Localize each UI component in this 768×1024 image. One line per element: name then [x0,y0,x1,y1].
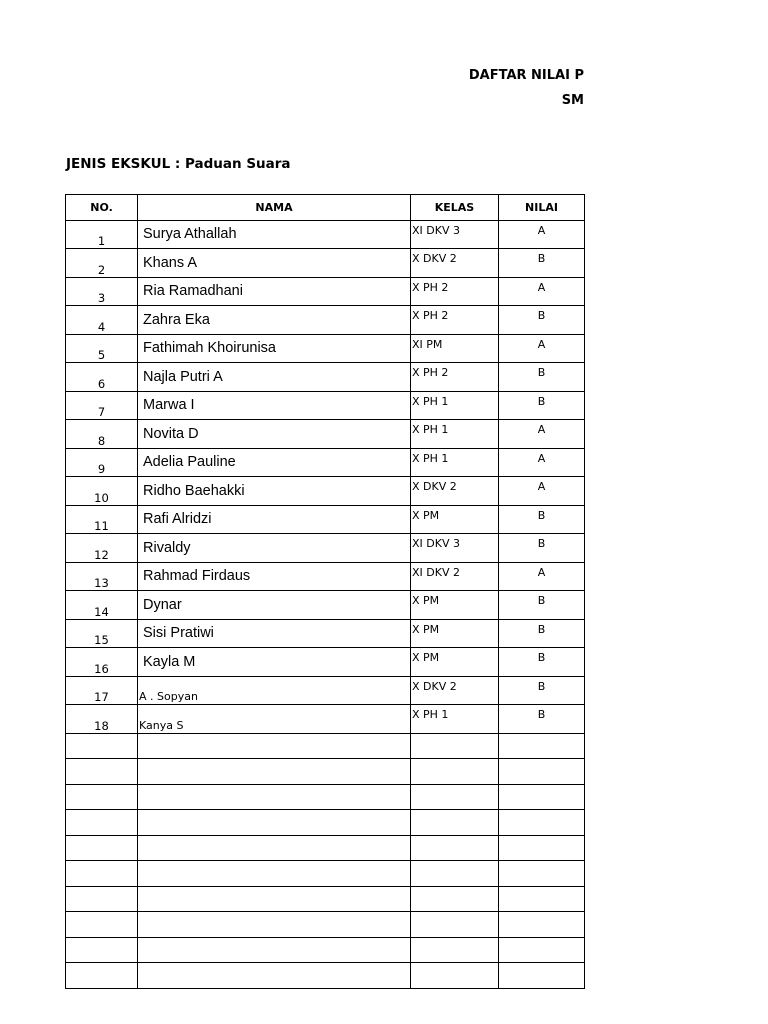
cell-nama: Kanya S [138,705,411,734]
empty-cell [138,733,411,759]
cell-nama: Marwa I [138,391,411,420]
table-row [66,505,585,534]
cell-no: 17 [66,676,138,705]
column-header-nilai: NILAI [499,195,585,221]
cell-nama: Ria Ramadhani [138,277,411,306]
table-row [66,363,585,392]
empty-cell [499,963,585,989]
cell-nama: Fathimah Khoirunisa [138,334,411,363]
cell-no: 16 [66,648,138,677]
cell-nilai: B [499,705,585,734]
empty-cell [138,912,411,938]
table-row [66,220,585,249]
table-row [66,705,585,734]
cell-no: 18 [66,705,138,734]
empty-table-row [66,886,585,912]
cell-nilai: B [499,648,585,677]
empty-cell [411,759,499,785]
column-header-no: NO. [66,195,138,221]
cell-no: 11 [66,505,138,534]
cell-nilai: A [499,277,585,306]
document-title-continued: SM [561,93,584,108]
document-title: DAFTAR NILAI P [468,68,584,83]
table-row [66,391,585,420]
empty-cell [66,937,138,963]
extracurricular-label: JENIS EKSKUL : Paduan Suara [66,156,291,172]
cell-kelas: X PH 2 [411,277,499,306]
cell-kelas: X DKV 2 [411,249,499,278]
table-row [66,562,585,591]
cell-no: 1 [66,220,138,249]
cell-nama: Kayla M [138,648,411,677]
cell-kelas: X PH 2 [411,306,499,335]
table-row [66,277,585,306]
cell-kelas: X PM [411,619,499,648]
cell-no: 15 [66,619,138,648]
cell-nama: Rafi Alridzi [138,505,411,534]
cell-kelas: XI DKV 3 [411,534,499,563]
empty-cell [66,835,138,861]
cell-no: 9 [66,448,138,477]
cell-kelas: XI PM [411,334,499,363]
empty-cell [66,886,138,912]
cell-kelas: X PH 1 [411,448,499,477]
empty-cell [138,963,411,989]
table-row [66,534,585,563]
cell-nilai: A [499,420,585,449]
cell-nilai: A [499,477,585,506]
empty-cell [411,861,499,887]
table-row [66,477,585,506]
empty-cell [138,886,411,912]
empty-table-row [66,937,585,963]
cell-no: 14 [66,591,138,620]
cell-nilai: B [499,306,585,335]
empty-cell [66,963,138,989]
empty-table-row [66,784,585,810]
empty-cell [66,733,138,759]
table-row [66,420,585,449]
cell-nama: Surya Athallah [138,220,411,249]
empty-cell [499,733,585,759]
cell-nilai: B [499,619,585,648]
cell-kelas: X DKV 2 [411,477,499,506]
cell-nilai: A [499,562,585,591]
empty-cell [138,861,411,887]
empty-cell [411,835,499,861]
empty-cell [138,835,411,861]
empty-table-row [66,759,585,785]
empty-cell [138,784,411,810]
empty-cell [499,759,585,785]
empty-cell [499,886,585,912]
cell-nilai: B [499,591,585,620]
table-row [66,591,585,620]
cell-nilai: B [499,676,585,705]
empty-cell [66,912,138,938]
empty-cell [499,861,585,887]
column-header-nama: NAMA [138,195,411,221]
cell-nilai: B [499,505,585,534]
cell-no: 2 [66,249,138,278]
empty-table-row [66,733,585,759]
empty-cell [499,784,585,810]
cell-nama: Ridho Baehakki [138,477,411,506]
cell-nama: Najla Putri A [138,363,411,392]
cell-nama: Rahmad Firdaus [138,562,411,591]
empty-cell [66,861,138,887]
cell-kelas: X PH 1 [411,705,499,734]
table-header-row [66,195,585,221]
table-row [66,648,585,677]
empty-cell [411,912,499,938]
cell-nama: Adelia Pauline [138,448,411,477]
table-row [66,676,585,705]
cell-kelas: XI DKV 2 [411,562,499,591]
cell-kelas: XI DKV 3 [411,220,499,249]
empty-table-row [66,963,585,989]
empty-table-row [66,810,585,836]
empty-cell [66,810,138,836]
cell-nama: A . Sopyan [138,676,411,705]
empty-cell [499,937,585,963]
cell-no: 3 [66,277,138,306]
empty-cell [411,937,499,963]
cell-no: 8 [66,420,138,449]
empty-cell [138,937,411,963]
cell-kelas: X PM [411,505,499,534]
table-row [66,619,585,648]
empty-cell [411,733,499,759]
cell-nama: Rivaldy [138,534,411,563]
table-body [66,220,585,988]
cell-kelas: X PH 2 [411,363,499,392]
cell-nama: Zahra Eka [138,306,411,335]
cell-nama: Khans A [138,249,411,278]
cell-no: 5 [66,334,138,363]
cell-no: 7 [66,391,138,420]
grade-table [65,194,585,989]
table-row [66,249,585,278]
empty-cell [499,912,585,938]
cell-kelas: X PM [411,591,499,620]
cell-nilai: A [499,220,585,249]
empty-cell [66,784,138,810]
table-row [66,448,585,477]
cell-kelas: X DKV 2 [411,676,499,705]
empty-table-row [66,912,585,938]
cell-kelas: X PH 1 [411,420,499,449]
empty-cell [499,835,585,861]
column-header-kelas: KELAS [411,195,499,221]
empty-cell [411,963,499,989]
cell-nilai: A [499,448,585,477]
empty-cell [66,759,138,785]
empty-cell [411,784,499,810]
empty-cell [411,886,499,912]
empty-cell [499,810,585,836]
cell-nama: Sisi Pratiwi [138,619,411,648]
cell-kelas: X PM [411,648,499,677]
table-row [66,334,585,363]
empty-table-row [66,861,585,887]
cell-no: 10 [66,477,138,506]
cell-nama: Dynar [138,591,411,620]
cell-no: 4 [66,306,138,335]
cell-no: 6 [66,363,138,392]
cell-nilai: B [499,363,585,392]
empty-cell [411,810,499,836]
cell-nilai: A [499,334,585,363]
cell-nilai: B [499,391,585,420]
cell-kelas: X PH 1 [411,391,499,420]
cell-nama: Novita D [138,420,411,449]
empty-table-row [66,835,585,861]
empty-cell [138,810,411,836]
table-row [66,306,585,335]
cell-nilai: B [499,249,585,278]
cell-no: 12 [66,534,138,563]
empty-cell [138,759,411,785]
cell-nilai: B [499,534,585,563]
cell-no: 13 [66,562,138,591]
